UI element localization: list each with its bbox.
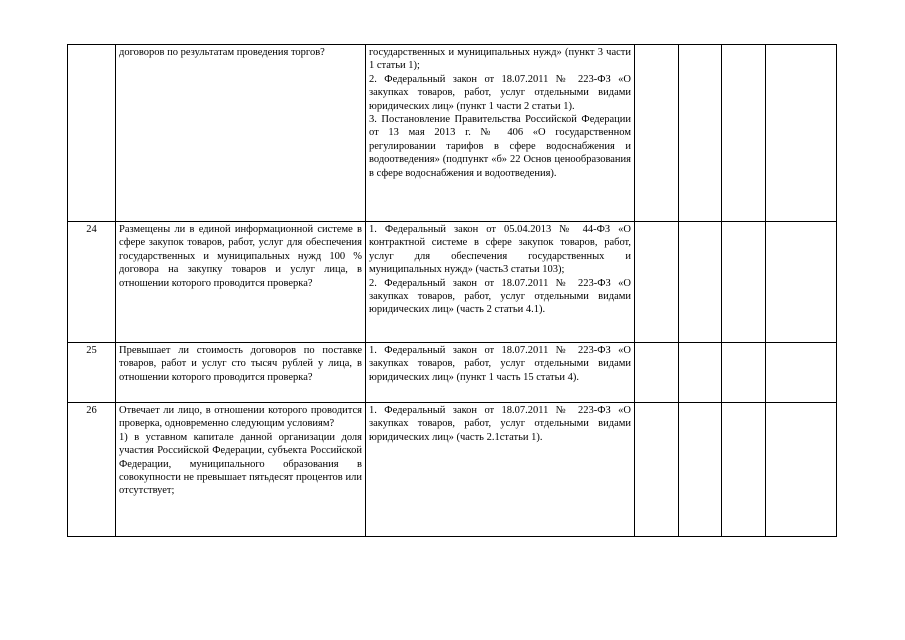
- answer-cell-na: [722, 45, 766, 222]
- legal-basis-cell: [366, 403, 635, 537]
- question-cell: [116, 45, 366, 222]
- table-row: [68, 403, 837, 537]
- legal-basis-text: 1. Федеральный закон от 18.07.2011 № 223-ФЗ «О закупках товаров, работ, услуг отдельными видами юридических лиц» (часть 2.1статьи 1).: [369, 405, 631, 443]
- question-cell: [116, 222, 366, 343]
- legal-basis-text: 3. Постановление Правительства Российской Федерации от 13 мая 2013 г. № 406 «О государственном регулировании тарифов в сфере водоснабжения и водоотведения» (подпункт «б» 22 Основ ценообразования в сфере водоснабжения и водоотведения).: [369, 114, 631, 179]
- answer-cell-no: [679, 343, 722, 403]
- answer-cell-na: [722, 222, 766, 343]
- row-number: 26: [68, 403, 116, 537]
- notes-cell: [766, 222, 837, 343]
- table-row: [68, 343, 837, 403]
- legal-basis-cell: [366, 222, 635, 343]
- notes-cell: [766, 45, 837, 222]
- answer-cell-no: [679, 45, 722, 222]
- legal-basis-cell: [366, 45, 635, 222]
- answer-cell-yes: [635, 343, 679, 403]
- question-text: Превышает ли стоимость договоров по поставке товаров, работ и услуг сто тысяч рублей у лица, в отношении которого проводится проверка?: [119, 345, 362, 383]
- answer-cell-yes: [635, 45, 679, 222]
- notes-cell: [766, 343, 837, 403]
- question-cell: [116, 403, 366, 537]
- question-cell: [116, 343, 366, 403]
- legal-basis-text: 1. Федеральный закон от 18.07.2011 № 223-ФЗ «О закупках товаров, работ, услуг отдельными видами юридических лиц» (пункт 1 часть 15 статьи 4).: [369, 345, 631, 383]
- answer-cell-na: [722, 403, 766, 537]
- table-row: [68, 45, 837, 222]
- notes-cell: [766, 403, 837, 537]
- legal-basis-cell: [366, 343, 635, 403]
- legal-basis-text: 2. Федеральный закон от 18.07.2011 № 223-ФЗ «О закупках товаров, работ, услуг отдельными видами юридических лиц» (пункт 1 части 2 статьи 1).: [369, 73, 631, 112]
- question-text: Отвечает ли лицо, в отношении которого проводится проверка, одновременно следующим условиям?: [119, 405, 362, 430]
- question-text: договоров по результатам проведения торгов?: [119, 47, 325, 58]
- row-number: [68, 45, 116, 222]
- question-text: Размещены ли в единой информационной системе в сфере закупок товаров, работ, услуг для обеспечения государственных и муниципальных нужд 100 % договора на закупку товаров и услуг лица, в отношении которого проводится проверка?: [119, 224, 362, 289]
- question-text: 1) в уставном капитале данной организации доля участия Российской Федерации, субъекта Российской Федерации, муниципального образования в совокупности не превышает пятьдесят процентов или отсутствует;: [119, 431, 362, 497]
- legal-basis-text: 1. Федеральный закон от 05.04.2013 № 44-ФЗ «О контрактной системе в сфере закупок товаров, работ, услуг для обеспечения государственных и муниципальных нужд» (часть3 статьи 103);: [369, 224, 631, 276]
- checklist-table: [67, 44, 837, 537]
- row-number: 24: [68, 222, 116, 343]
- legal-basis-text: государственных и муниципальных нужд» (пункт 3 части 1 статьи 1);: [369, 47, 631, 72]
- row-number: 25: [68, 343, 116, 403]
- answer-cell-yes: [635, 403, 679, 537]
- answer-cell-na: [722, 343, 766, 403]
- answer-cell-yes: [635, 222, 679, 343]
- table-row: [68, 222, 837, 343]
- answer-cell-no: [679, 403, 722, 537]
- legal-basis-text: 2. Федеральный закон от 18.07.2011 № 223-ФЗ «О закупках товаров, работ, услуг отдельными видами юридических лиц» (часть 2 статьи 4.1).: [369, 277, 631, 316]
- answer-cell-no: [679, 222, 722, 343]
